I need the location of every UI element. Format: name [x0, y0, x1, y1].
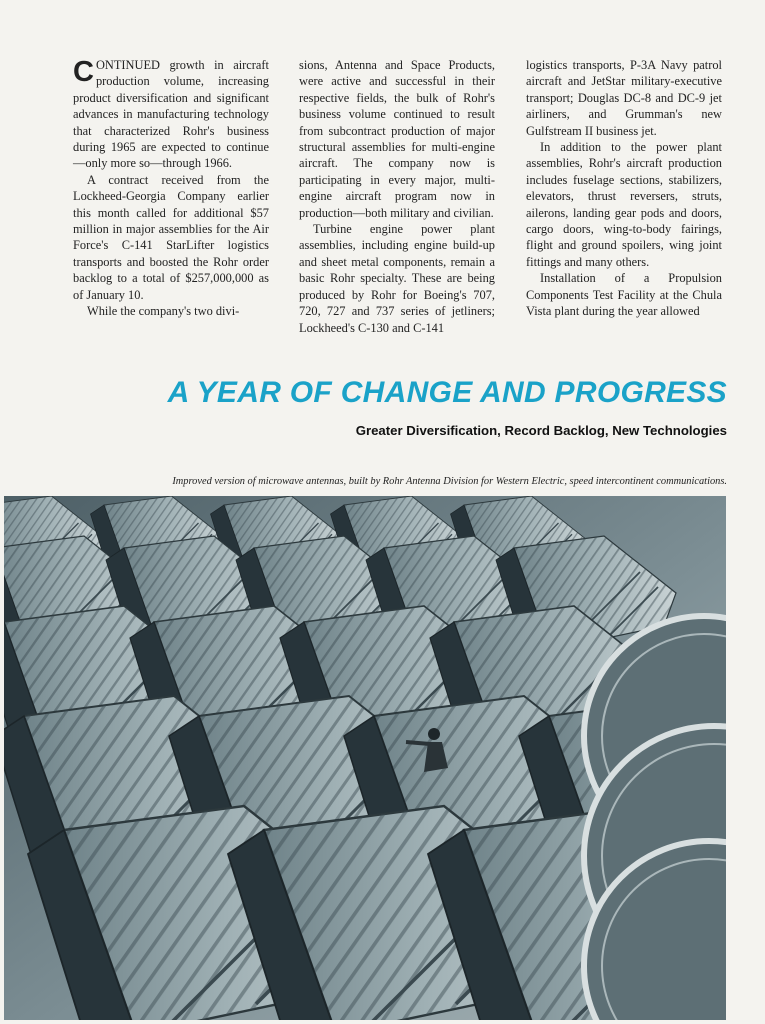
- subheadline: Greater Diversification, Record Backlog, New Technologies: [355, 423, 727, 438]
- paragraph-2: A contract received from the Lockheed-Georgia Company earlier this month called for additional $57 million in major assemblies for the Air Force's C-141 StarLifter logistics transports and boosted the Rohr order backlog to a total of $257,000,000 as of January 10.: [73, 172, 269, 302]
- paragraph-6: logistics transports, P-3A Navy patrol aircraft and JetStar military-executive transport; Douglas DC-8 and DC-9 jet airliners, and Grumman's new Gulfstream II business jet.: [526, 58, 722, 138]
- paragraph-8: Installation of a Propulsion Components Test Facility at the Chula Vista plant during the year allowed: [526, 271, 722, 319]
- paragraph-3: While the company's two divi-: [87, 304, 240, 319]
- paragraph-7: In addition to the power plant assemblies, Rohr's aircraft production includes fuselage sections, stabilizers, elevators, thrust reversers, struts, ailerons, landing gear pods and doors, cargo doors, wing-to-body fairings, flight and ground spoilers, wing joint fittings and many others.: [526, 140, 722, 269]
- paragraph-4: sions, Antenna and Space Products, were active and successful in their respective fields, the bulk of Rohr's business volume continued to result from subcontract production of major structural assemblies for multi-engine aircraft. The company now is participating in every major, multi-engine aircraft program now in production—both military and civilian.: [299, 58, 495, 220]
- antenna-photo: [4, 496, 726, 1020]
- paragraph-1: [73, 57, 269, 172]
- antenna-dishes: [584, 616, 726, 1020]
- article-column-1: [73, 57, 269, 320]
- drop-cap: C: [73, 56, 94, 88]
- paragraph-5: Turbine engine power plant assemblies, including engine build-up and sheet metal components, remain a basic Rohr specialty. These are being produced by Rohr for Boeing's 707, 720, 727 and 737 series of jetliners; Lockheed's C-130 and C-141: [299, 222, 495, 335]
- photo-caption: Improved version of microwave antennas, built by Rohr Antenna Division for Western Electric, speed intercontinent communications.: [172, 476, 727, 487]
- paragraph-1-text: ONTINUED growth in aircraft production volume, increasing product diversification and significant advances in manufacturing technology that characterized Rohr's business during 1965 are expected to continue—only more so—through 1966.: [73, 58, 269, 171]
- article-column-2: [299, 57, 495, 336]
- headline: A YEAR OF CHANGE AND PROGRESS: [167, 376, 727, 409]
- article-column-3: [526, 57, 722, 320]
- antenna-photo-illustration: [4, 496, 726, 1020]
